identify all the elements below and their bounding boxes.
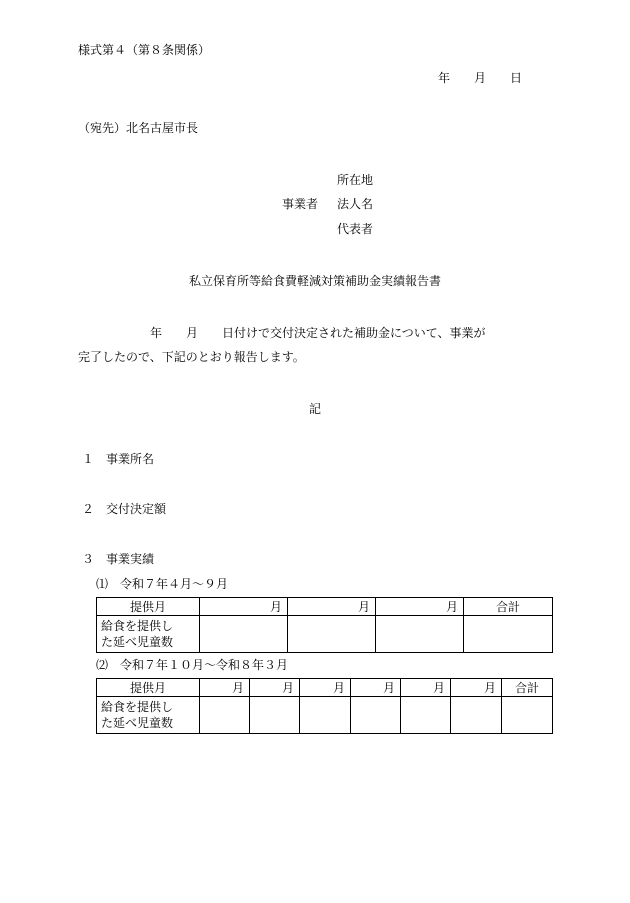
item-1-business-name: １ 事業所名 <box>82 452 155 466</box>
body-line-1: 年 月 日付けで交付決定された補助金について、事業が <box>150 326 486 340</box>
month-cell: 月 <box>250 679 300 697</box>
value-cell <box>288 616 376 653</box>
form-number: 様式第４（第８条関係） <box>78 43 211 57</box>
ki-marker: 記 <box>308 402 321 416</box>
period-1-heading: ⑴ 令和７年４月～９月 <box>96 577 229 591</box>
month-cell: 月 <box>351 679 401 697</box>
value-cell <box>250 697 300 734</box>
value-cell <box>451 697 502 734</box>
children-count-label: 給食を提供し た延べ児童数 <box>97 616 200 653</box>
value-cell <box>200 697 250 734</box>
total-header: 合計 <box>502 679 553 697</box>
value-cell <box>200 616 288 653</box>
value-cell <box>502 697 553 734</box>
table-header-row <box>97 679 553 697</box>
representative-label: 代表者 <box>337 222 374 236</box>
month-cell: 月 <box>200 598 288 616</box>
total-header: 合計 <box>464 598 553 616</box>
provision-month-header: 提供月 <box>97 598 200 616</box>
month-cell: 月 <box>376 598 464 616</box>
provision-month-header: 提供月 <box>97 679 200 697</box>
month-cell: 月 <box>200 679 250 697</box>
table-header-row <box>97 598 553 616</box>
value-cell <box>376 616 464 653</box>
document-title: 私立保育所等給食費軽減対策補助金実績報告書 <box>188 274 441 288</box>
month-cell: 月 <box>300 679 351 697</box>
value-cell <box>300 697 351 734</box>
item-3-results: ３ 事業実績 <box>82 552 155 566</box>
table-row <box>97 616 553 653</box>
month-cell: 月 <box>451 679 502 697</box>
addressee: （宛先）北名古屋市長 <box>78 121 199 135</box>
body-line-2: 完了したので、下記のとおり報告します。 <box>78 350 305 364</box>
table-row <box>97 697 553 734</box>
period-1-table <box>96 597 553 653</box>
value-cell <box>351 697 401 734</box>
applicant-group-label: 事業者 <box>282 197 319 211</box>
month-cell: 月 <box>401 679 451 697</box>
period-2-table <box>96 678 553 734</box>
corp-name-label: 法人名 <box>337 197 374 211</box>
period-2-heading: ⑵ 令和７年１０月～令和８年３月 <box>96 658 289 672</box>
value-cell <box>464 616 553 653</box>
date-line: 年 月 日 <box>438 71 523 85</box>
children-count-label: 給食を提供し た延べ児童数 <box>97 697 200 734</box>
address-label: 所在地 <box>337 173 374 187</box>
item-2-grant-amount: ２ 交付決定額 <box>82 502 167 516</box>
month-cell: 月 <box>288 598 376 616</box>
value-cell <box>401 697 451 734</box>
